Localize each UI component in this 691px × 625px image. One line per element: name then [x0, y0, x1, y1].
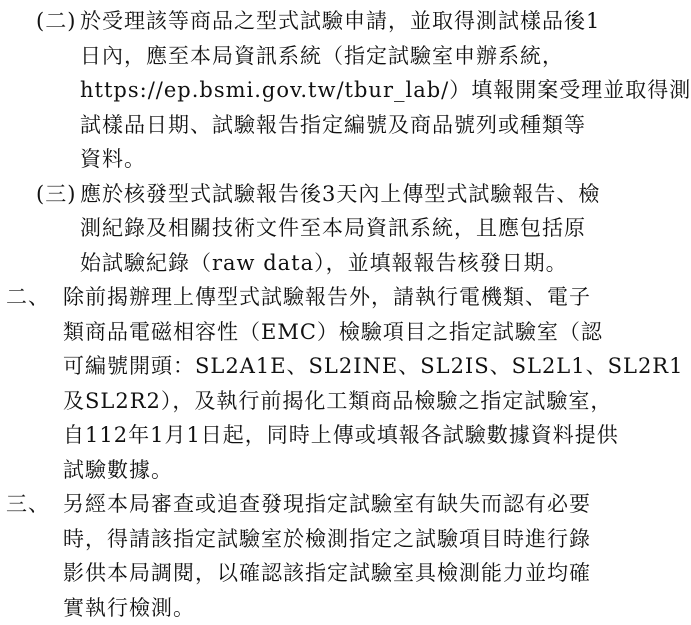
text-line: 及SL2R2），及執行前揭化工類商品檢驗之指定試驗室， [63, 384, 691, 419]
text-line: 始試驗紀錄（raw data），並填報報告核發日期。 [80, 246, 691, 281]
text-line: 除前揭辦理上傳型式試驗報告外，請執行電機類、電子 [63, 280, 691, 315]
text-line: 試驗數據。 [63, 453, 691, 488]
section-2 [0, 280, 691, 487]
text-line: 應於核發型式試驗報告後3天內上傳型式試驗報告、檢 [80, 177, 691, 212]
text-line: https://ep.bsmi.gov.tw/tbur_lab/）填報開案受理並取得測 [80, 73, 691, 108]
text-line: 自112年1月1日起，同時上傳或填報各試驗數據資料提供 [63, 418, 691, 453]
document-body [0, 4, 691, 625]
text-line: 試樣品日期、試驗報告指定編號及商品號列或種類等 [80, 108, 691, 143]
text-line: 實執行檢測。 [63, 591, 691, 625]
text-line: 日內，應至本局資訊系統（指定試驗室申辦系統， [80, 39, 691, 74]
section-3 [0, 487, 691, 625]
text-line: 時，得請該指定試驗室於檢測指定之試驗項目時進行錄 [63, 522, 691, 557]
item-marker: 二、 [6, 280, 50, 315]
subsection-3 [0, 177, 691, 281]
text-line: 於受理該等商品之型式試驗申請，並取得測試樣品後1 [80, 4, 691, 39]
item-marker: (二) [36, 4, 76, 39]
text-line: 影供本局調閱，以確認該指定試驗室具檢測能力並均確 [63, 556, 691, 591]
text-line: 另經本局審查或追查發現指定試驗室有缺失而認有必要 [63, 487, 691, 522]
item-marker: (三) [36, 177, 76, 212]
text-line: 類商品電磁相容性（EMC）檢驗項目之指定試驗室（認 [63, 315, 691, 350]
text-line: 測紀錄及相關技術文件至本局資訊系統，且應包括原 [80, 211, 691, 246]
text-line: 資料。 [80, 142, 691, 177]
item-marker: 三、 [6, 487, 50, 522]
text-line: 可編號開頭：SL2A1E、SL2INE、SL2IS、SL2L1、SL2R1 [63, 349, 691, 384]
subsection-2 [0, 4, 691, 177]
